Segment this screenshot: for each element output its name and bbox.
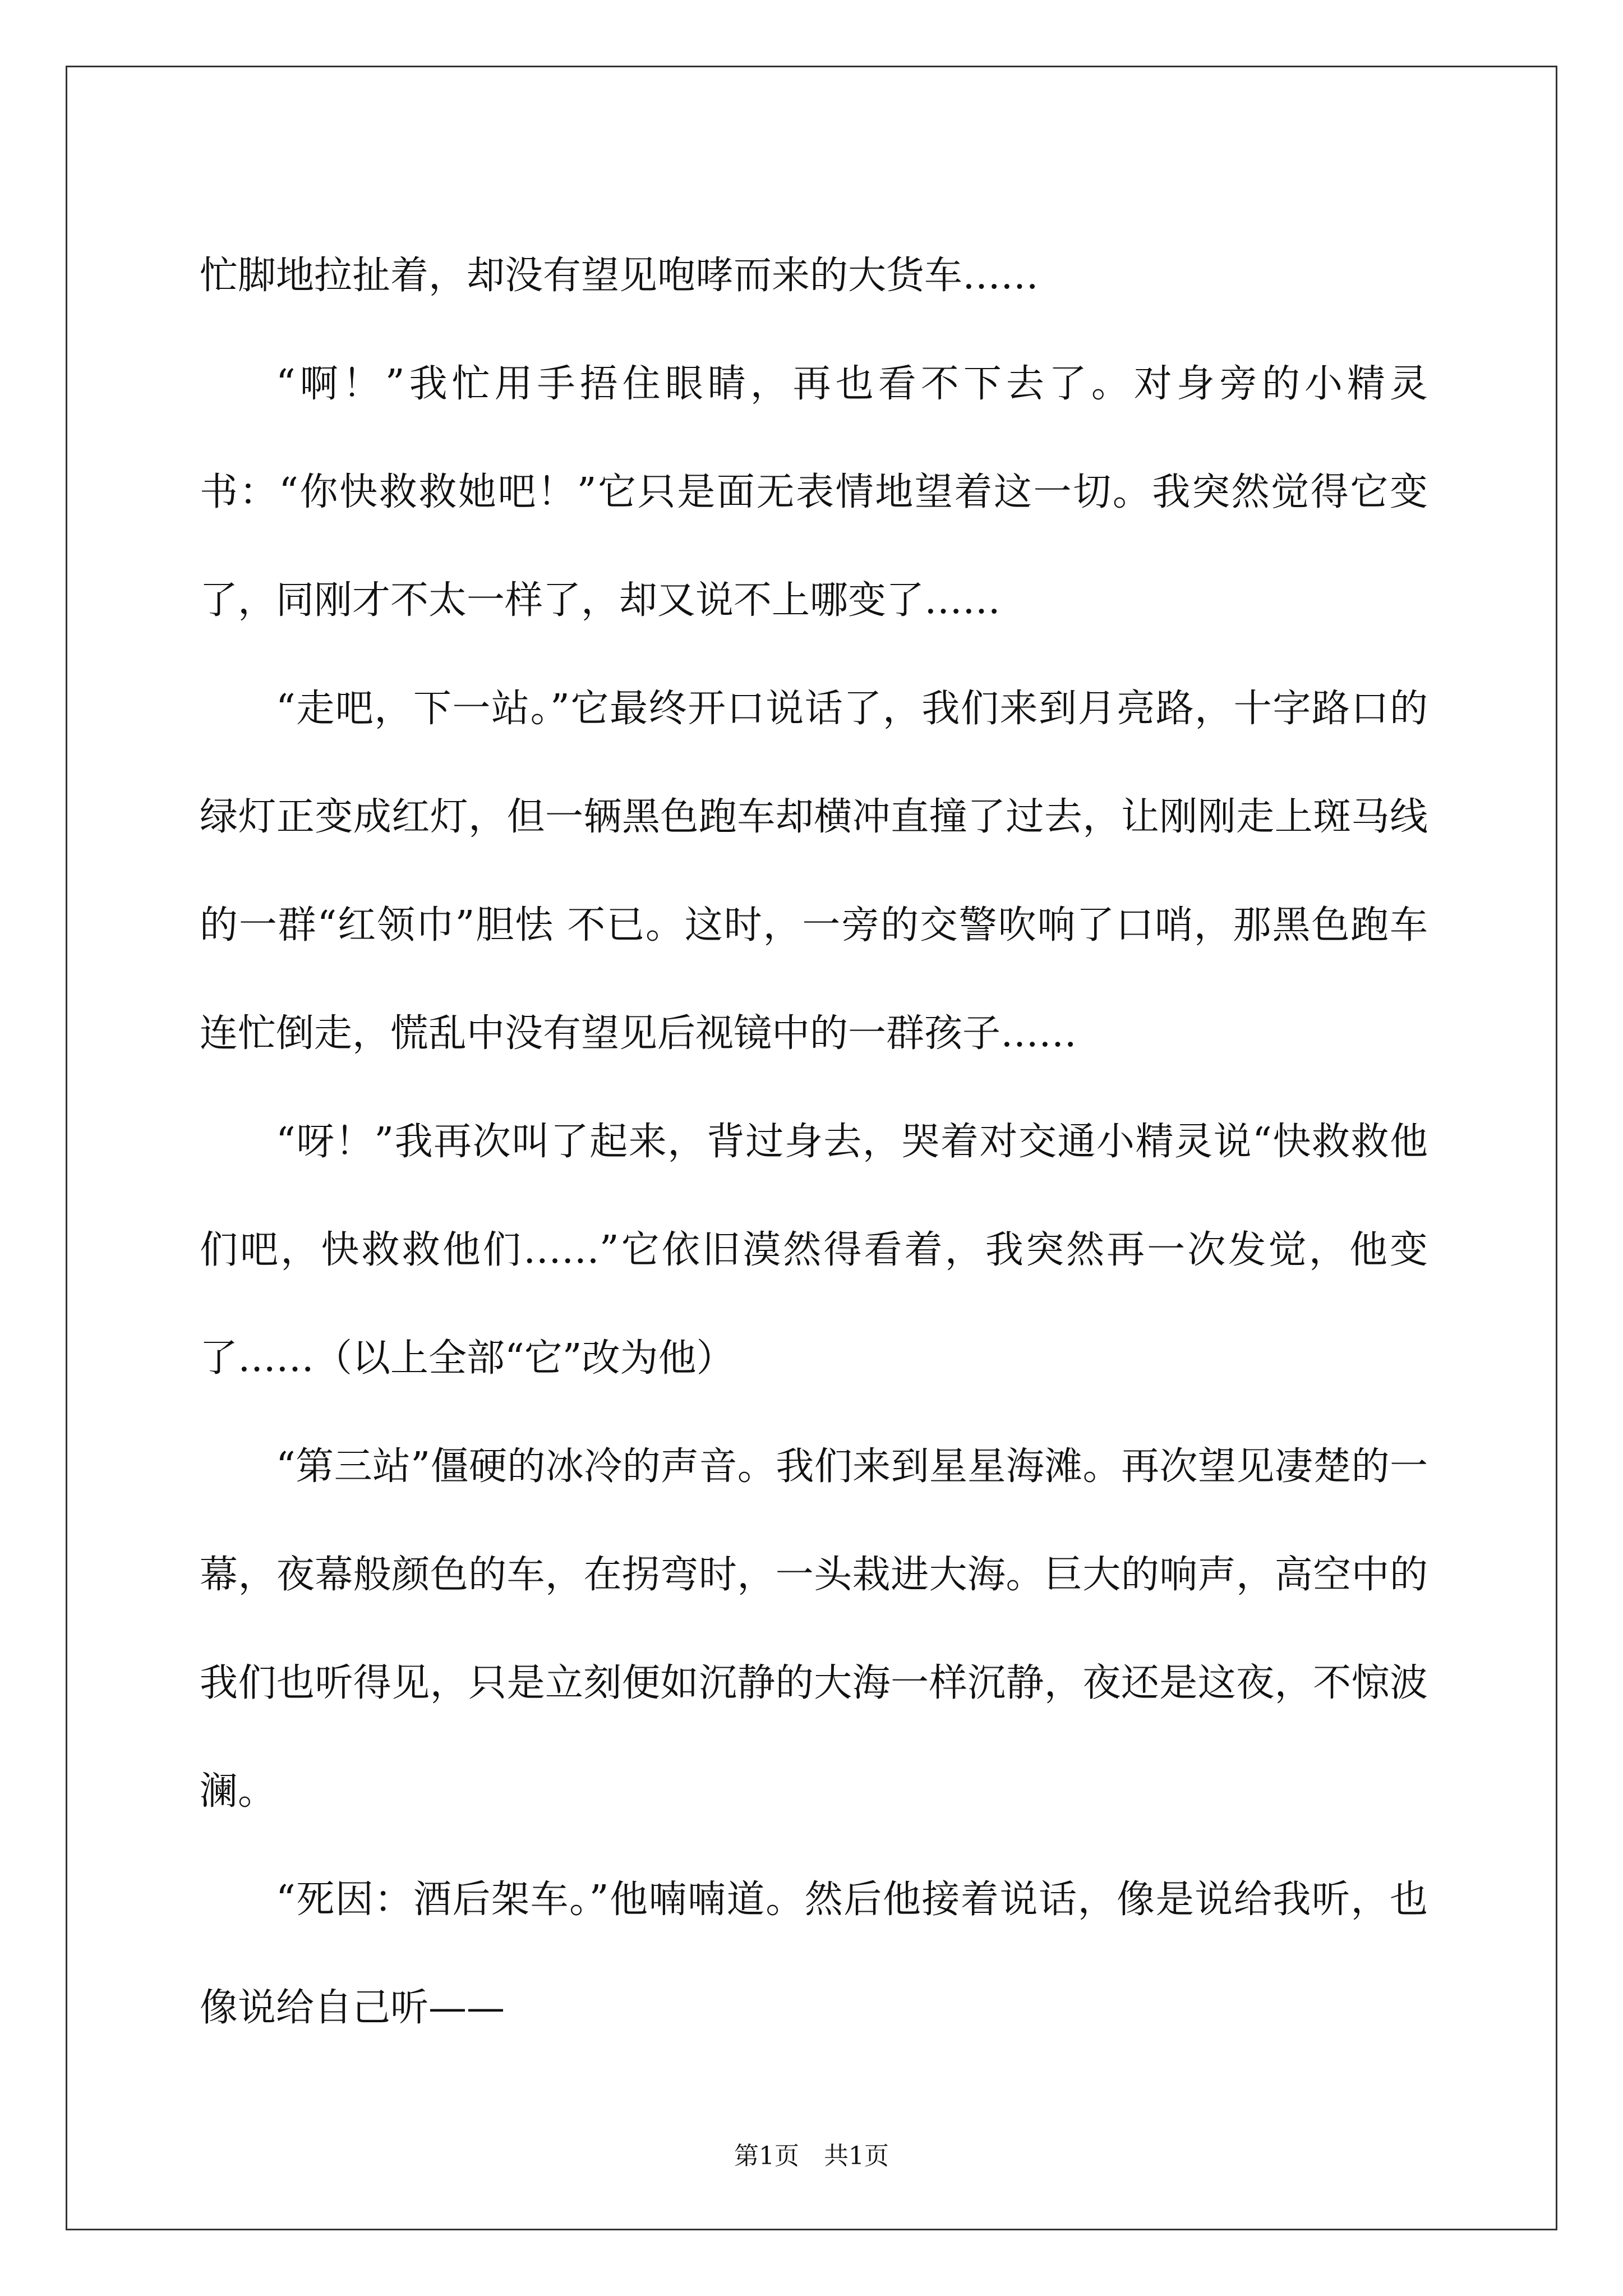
- page-number-label: 第1页 共1页: [734, 2142, 889, 2170]
- page-footer: [0, 2139, 1623, 2173]
- document-body: [200, 222, 1428, 2062]
- paragraph-1: 忙脚地拉扯着，却没有望见咆哮而来的大货车……: [200, 254, 1039, 298]
- paragraph-5: “第三站”僵硬的冰冷的声音。我们来到星星海滩。再次望见凄楚的一幕，夜幕般颜色的车，在拐弯时，一头栽进大海。巨大的响声，高空中的我们也听得见，只是立刻便如沉静的大海一样沉静，夜还是这夜，不惊波澜。: [200, 1444, 1428, 1814]
- paragraph-3: “走吧，下一站。”它最终开口说话了，我们来到月亮路，十字路口的绿灯正变成红灯，但一辆黑色跑车却横冲直撞了过去，让刚刚走上斑马线的一群“红领巾”胆怯 不已。这时，一旁的交警吹响了口哨，那黑色跑车连忙倒走，慌乱中没有望见后视镜中的一群孩子……: [200, 687, 1428, 1056]
- paragraph-4: “呀！”我再次叫了起来，背过身去，哭着对交通小精灵说“快救救他们吧，快救救他们……”它依旧漠然得看着，我突然再一次发觉，他变了……（以上全部“它”改为他）: [200, 1120, 1428, 1381]
- paragraph-6: “死因：酒后架车。”他喃喃道。然后他接着说话，像是说给我听，也像说给自己听——: [200, 1878, 1428, 2030]
- paragraph-2: “啊！”我忙用手捂住眼睛，再也看不下去了。对身旁的小精灵书：“你快救救她吧！”它只是面无表情地望着这一切。我突然觉得它变了，同刚才不太一样了，却又说不上哪变了……: [200, 362, 1428, 623]
